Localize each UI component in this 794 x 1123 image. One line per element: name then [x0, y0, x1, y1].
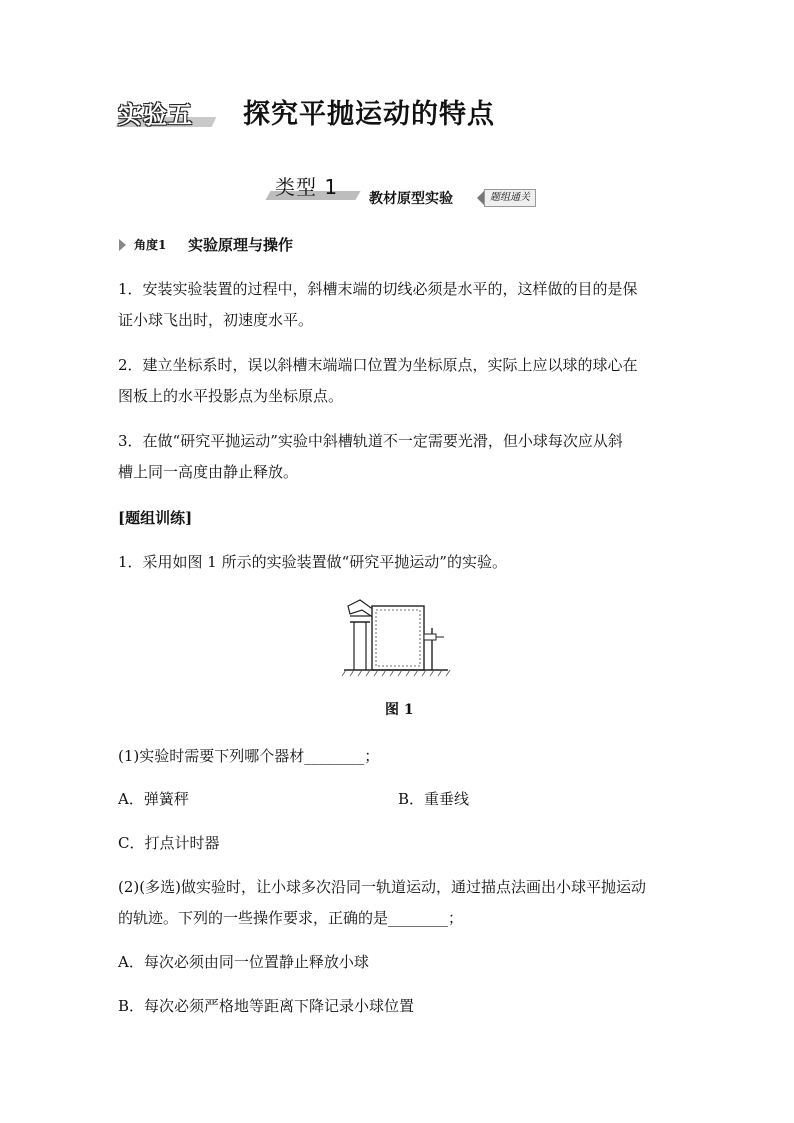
stand-clamp: [424, 634, 436, 640]
part2-line-1: (2)(多选)做实验时，让小球多次沿同一轨道运动，通过描点法画出小球平抛运动: [118, 878, 646, 896]
part1-option-b: B．重垂线: [398, 790, 470, 808]
part2-option-a: A．每次必须由同一位置静止释放小球: [118, 953, 369, 971]
angle-label: 角度1: [134, 238, 167, 252]
figure-caption: 图 1: [385, 702, 414, 718]
part2-line-2: 的轨迹。下列的一些操作要求，正确的是________；: [118, 909, 464, 927]
training-header: [题组训练]: [118, 509, 193, 527]
experiment-badge: 实验五: [118, 101, 193, 129]
play-triangle-icon: [119, 239, 126, 251]
type-label: 类型 1: [275, 175, 339, 199]
principle-1-line-2: 证小球飞出时，初速度水平。: [118, 311, 314, 329]
angle-title: 实验原理与操作: [188, 236, 294, 254]
part1-option-a: A．弹簧秤: [118, 790, 189, 808]
slope-chute: [348, 600, 374, 618]
principle-3-line-1: 3．在做“研究平抛运动”实验中斜槽轨道不一定需要光滑，但小球每次应从斜: [118, 432, 623, 450]
tag-arrow-icon: [477, 191, 484, 205]
principle-2-line-2: 图板上的水平投影点为坐标原点。: [118, 387, 344, 405]
part1-option-c: C．打点计时器: [118, 834, 220, 852]
principle-1-line-1: 1．安装实验装置的过程中，斜槽末端的切线必须是水平的，这样做的目的是保: [118, 280, 638, 298]
part2-option-b: B．每次必须严格地等距离下降记录小球位置: [118, 997, 415, 1015]
ground-hatch: [342, 670, 450, 676]
question-stem: 1．采用如图 1 所示的实验装置做“研究平抛运动”的实验。: [118, 553, 507, 571]
drawing-board: [372, 606, 424, 670]
experiment-apparatus-figure: [340, 598, 452, 680]
principle-3-line-2: 槽上同一高度由静止释放。: [118, 463, 299, 481]
tag-badge: 题组通关: [484, 189, 536, 207]
type-subtitle: 教材原型实验: [369, 191, 453, 207]
part1-prompt: (1)实验时需要下列哪个器材________；: [118, 747, 380, 765]
principle-2-line-1: 2．建立坐标系时，误以斜槽末端端口位置为坐标原点，实际上应以球的球心在: [118, 356, 638, 374]
page-title: 探究平抛运动的特点: [243, 99, 495, 130]
